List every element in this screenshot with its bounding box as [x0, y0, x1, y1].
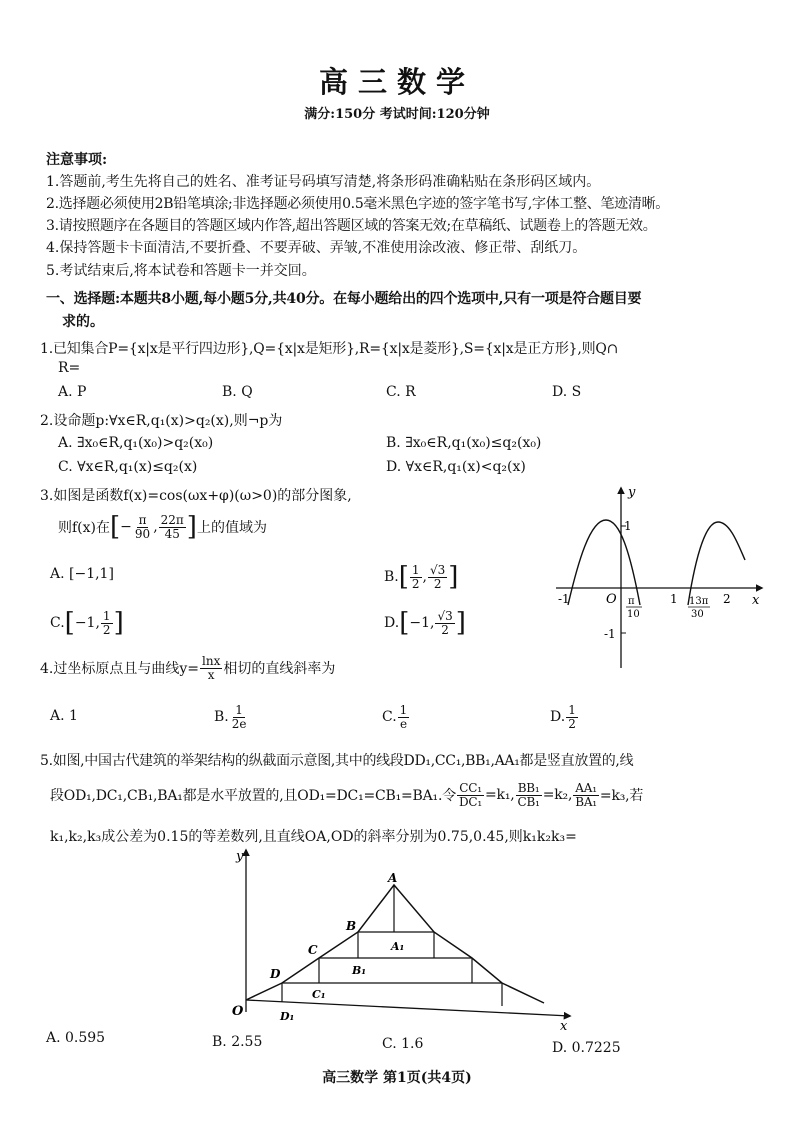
option-label: C. — [50, 615, 65, 631]
tick-x-neg1: -1 — [558, 592, 570, 606]
q4-text-prefix: 4.过坐标原点且与曲线y= — [40, 661, 199, 677]
fraction-denominator: 2 — [411, 576, 420, 591]
note-item: 5.考试结束后,将本试卷和答题卡一并交回。 — [46, 263, 316, 279]
q2-option-b: B. ∃x₀∈R,q₁(x₀)≤q₂(x₀) — [386, 435, 542, 451]
point-b-label: B — [346, 919, 357, 933]
tick-x-1: 1 — [670, 592, 678, 606]
fraction-denominator: 90 — [134, 526, 151, 541]
q5-option-d: D. 0.7225 — [552, 1040, 621, 1056]
note-item: 4.保持答题卡卡面清洁,不要折叠、不要弄破、弄皱,不准使用涂改液、修正带、刮纸刀。 — [46, 240, 587, 256]
left-bracket: [ — [398, 562, 409, 592]
fraction-numerator: 22π — [160, 512, 184, 527]
question-4-text — [40, 652, 335, 684]
fraction-denominator: x — [207, 667, 215, 682]
section-heading: 一、选择题:本题共8小题,每小题5分,共40分。在每小题给出的四个选项中,只有一项是符合题目要 — [46, 291, 642, 307]
fraction-denominator: 45 — [164, 526, 180, 541]
q3-text-suffix: 上的值域为 — [196, 520, 267, 536]
q3-option-c — [50, 606, 124, 640]
q5-option-b: B. 2.55 — [212, 1034, 263, 1050]
fraction-denominator: DC₁ — [459, 794, 483, 809]
x-axis — [246, 1000, 570, 1016]
fraction-numerator: 1 — [235, 702, 243, 717]
fraction-denominator: 2 — [102, 622, 111, 637]
left-bracket: [ — [399, 608, 410, 638]
q1-option-a: A. P — [58, 384, 87, 400]
q5-roof-diagram — [222, 840, 582, 1030]
mark-13pi-30-den: 30 — [691, 609, 704, 620]
fraction-numerator: π — [138, 512, 147, 527]
fraction-numerator: CC₁ — [459, 780, 482, 795]
fraction-numerator: BB₁ — [517, 780, 540, 795]
note-item: 3.请按照题序在各题目的答题区域内作答,超出答题区域的答案无效;在草稿纸、试题卷上的答题无效。 — [46, 218, 657, 234]
fraction-denominator: 2 — [433, 576, 442, 591]
page-title: 高三数学 — [318, 65, 475, 99]
interval-end-fraction — [159, 514, 186, 540]
fraction — [101, 610, 113, 636]
question-1-text-cont: R= — [58, 360, 81, 376]
q4-option-c — [382, 700, 410, 734]
curve-fraction — [200, 655, 222, 681]
point-c1-label: C₁ — [312, 988, 326, 1001]
fraction-denominator: 2 — [441, 622, 449, 637]
ratio-fraction — [516, 782, 542, 808]
interval-left: −1, — [409, 615, 435, 631]
fraction — [230, 704, 249, 730]
fraction — [428, 564, 447, 590]
right-bracket: ] — [113, 608, 124, 638]
q5-text-part: =k₁, — [485, 787, 515, 803]
x-axis-label: x — [752, 593, 760, 608]
point-b1-label: B₁ — [352, 964, 367, 977]
q2-option-a: A. ∃x₀∈R,q₁(x₀)>q₂(x₀) — [58, 435, 214, 451]
q5-text-part: =k₂, — [542, 787, 573, 803]
fraction — [435, 610, 454, 636]
ratio-fraction — [457, 782, 484, 808]
ratio-fraction — [573, 782, 599, 808]
fraction-numerator: 1 — [568, 702, 576, 717]
q5-option-c: C. 1.6 — [382, 1036, 424, 1052]
point-a-label: A — [388, 871, 398, 885]
page-footer: 高三数学 第1页(共4页) — [322, 1070, 472, 1086]
point-o-label: O — [232, 1004, 244, 1019]
q3-option-b — [384, 560, 458, 594]
fraction-numerator: √3 — [430, 562, 446, 577]
option-label: D. — [384, 615, 400, 631]
q4-option-b — [214, 700, 250, 734]
option-label: C. — [382, 709, 397, 725]
note-item: 1.答题前,考生先将自己的姓名、准考证号码填写清楚,将条形码准确粘贴在条形码区域内。 — [46, 174, 601, 190]
fraction-numerator: AA₁ — [575, 780, 597, 795]
q5-text-part: =k₃,若 — [599, 788, 644, 804]
fraction-denominator: CB₁ — [517, 794, 540, 809]
fraction-numerator: √3 — [437, 608, 453, 623]
y-label: y — [236, 849, 244, 864]
q2-option-c: C. ∀x∈R,q₁(x)≤q₂(x) — [58, 459, 198, 475]
option-label: B. — [214, 709, 229, 725]
q1-option-d: D. S — [552, 384, 582, 400]
q3-option-d — [384, 606, 466, 640]
comma: , — [422, 569, 427, 585]
question-5-text-cont: k₁,k₂,k₃成公差为0.15的等差数列,且直线OA,OD的斜率分别为0.75,0.45,则k₁k₂k₃= — [50, 829, 577, 845]
fraction-numerator: 1 — [411, 562, 420, 577]
q5-option-a: A. 0.595 — [46, 1030, 106, 1046]
q3-function-graph — [548, 482, 768, 672]
right-bracket: ] — [186, 512, 197, 542]
y-axis-label: y — [628, 485, 636, 500]
mark-pi-10-den: 10 — [627, 609, 640, 620]
right-bracket: ] — [448, 562, 459, 592]
point-d-label: D — [270, 967, 281, 981]
option-label: B. — [384, 569, 399, 585]
q2-option-d: D. ∀x∈R,q₁(x)<q₂(x) — [386, 459, 526, 475]
fraction — [410, 564, 422, 590]
minus-sign: − — [120, 519, 132, 535]
question-3-text: 3.如图是函数f(x)=cos(ωx+φ)(ω>0)的部分图象, — [40, 488, 352, 504]
q4-option-d — [550, 700, 579, 734]
q5-text-part: 段OD₁,DC₁,CB₁,BA₁都是水平放置的,且OD₁=DC₁=CB₁=BA₁.令 — [50, 788, 457, 804]
right-bracket: ] — [455, 608, 466, 638]
q1-option-b: B. Q — [222, 384, 253, 400]
tick-x-2: 2 — [723, 592, 731, 606]
tick-y-1: 1 — [624, 519, 632, 533]
fraction-numerator: 1 — [102, 608, 111, 623]
question-2-text: 2.设命题p:∀x∈R,q₁(x)>q₂(x),则¬p为 — [40, 413, 283, 429]
fraction-denominator: 2e — [231, 716, 247, 731]
q3-text-prefix: 则f(x)在 — [58, 520, 111, 536]
mark-13pi-30-num: 13π — [689, 596, 709, 607]
question-1-text: 1.已知集合P={x|x是平行四边形},Q={x|x是矩形},R={x|x是菱形},S={x|x是正方形},则Q∩ — [40, 341, 619, 357]
point-a1-label: A₁ — [391, 940, 405, 953]
cosine-curve-right — [688, 522, 745, 605]
point-d1-label: D₁ — [280, 1010, 295, 1023]
fraction-numerator: lnx — [202, 653, 221, 668]
mark-pi-10-num: π — [628, 596, 635, 607]
left-bracket: [ — [64, 608, 75, 638]
interval-start-fraction — [133, 514, 152, 540]
point-c-label: C — [308, 943, 318, 957]
fraction-denominator: BA₁ — [575, 794, 597, 809]
fraction-denominator: 2 — [568, 716, 576, 731]
q1-option-c: C. R — [386, 384, 416, 400]
q3-option-a: A. [−1,1] — [50, 566, 114, 582]
x-label: x — [560, 1019, 568, 1030]
question-3-interval — [58, 510, 267, 544]
section-heading-cont: 求的。 — [62, 314, 104, 330]
tick-y-neg1: -1 — [604, 627, 616, 641]
q4-text-suffix: 相切的直线斜率为 — [223, 661, 336, 677]
fraction — [566, 704, 578, 730]
question-5-text: 5.如图,中国古代建筑的举架结构的纵截面示意图,其中的线段DD₁,CC₁,BB₁,AA₁都是竖直放置的,线 — [40, 753, 634, 769]
option-label: D. — [550, 709, 566, 725]
comma: , — [153, 519, 158, 535]
fraction-numerator: 1 — [399, 702, 408, 717]
left-bracket: [ — [110, 512, 121, 542]
q4-option-a: A. 1 — [50, 708, 78, 724]
page-subtitle: 满分:150分 考试时间:120分钟 — [304, 107, 490, 122]
origin-label: O — [606, 592, 617, 607]
fraction-denominator: e — [399, 716, 408, 731]
interval-left: −1, — [74, 615, 100, 631]
fraction — [398, 704, 410, 730]
question-5-text-cont — [50, 778, 643, 812]
notes-heading: 注意事项: — [46, 152, 108, 168]
note-item: 2.选择题必须使用2B铅笔填涂;非选择题必须使用0.5毫米黑色字迹的签字笔书写,字体工整、笔迹清晰。 — [46, 196, 669, 212]
